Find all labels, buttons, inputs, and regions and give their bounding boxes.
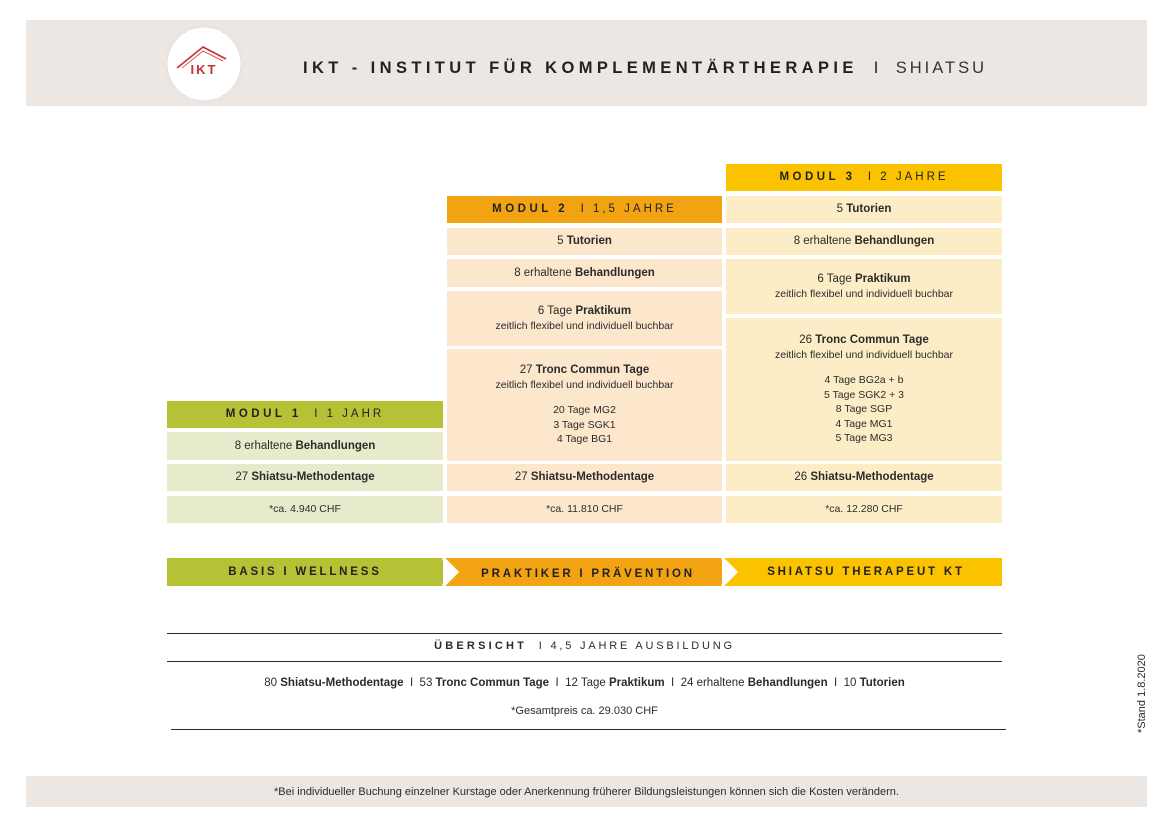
modul3-praktikum: 6 Tage Praktikum zeitlich flexibel und individuell buchbar	[726, 259, 1002, 314]
modul2-label: MODUL 2	[492, 203, 569, 216]
list-item: 3 Tage SGK1	[553, 418, 616, 431]
logo-text: IKT	[190, 62, 218, 77]
modul3-behandlungen: 8 erhaltene Behandlungen	[726, 228, 1002, 255]
overview-summary: 80 Shiatsu-Methodentage I 53 Tronc Commun Tage I 12 Tage Praktikum I 24 erhaltene Behandlungen I 10 Tutorien	[264, 677, 905, 689]
modul2-methodentage: 27 Shiatsu-Methodentage	[447, 464, 722, 491]
title-subtitle: SHIATSU	[895, 59, 988, 77]
level-praktiker: PRAKTIKER I PRÄVENTION	[481, 568, 695, 580]
modul3-tronc-commun: 26 Tronc Commun Tage zeitlich flexibel und individuell buchbar 4 Tage BG2a + b 5 Tage SGK2 + 3 8 Tage SGP 4 Tage MG1 5 Tage MG3	[726, 318, 1002, 461]
modul3-label: MODUL 3	[779, 171, 856, 184]
overview-item: 53 Tronc Commun Tage	[419, 677, 550, 689]
list-item: 4 Tage BG2a + b	[824, 374, 904, 387]
list-item: 8 Tage SGP	[835, 403, 893, 416]
title-separator: I	[873, 59, 883, 77]
modul1-price: *ca. 4.940 CHF	[167, 496, 443, 523]
modul2-header	[447, 196, 722, 223]
list-item: 4 Tage MG1	[835, 417, 893, 430]
modul3-tutorien: 5 Tutorien	[726, 196, 1002, 223]
modul2-behandlungen: 8 erhaltene Behandlungen	[447, 259, 722, 287]
logo-roof-icon	[166, 26, 242, 102]
level-basis: BASIS I WELLNESS	[228, 566, 382, 578]
list-item: 5 Tage SGK2 + 3	[823, 388, 905, 401]
modul3-methodentage: 26 Shiatsu-Methodentage	[726, 464, 1002, 491]
footer-note: *Bei individueller Buchung einzelner Kurstage oder Anerkennung früherer Bildungsleistungen können sich die Kosten verändern.	[26, 776, 1147, 807]
modul3-duration: I 2 JAHRE	[867, 171, 949, 184]
overview-item: 12 Tage Praktikum	[565, 677, 665, 689]
modul1-behandlungen: 8 erhaltene Behandlungen	[167, 432, 443, 460]
modul2-duration: I 1,5 JAHRE	[580, 203, 677, 216]
modul1-header	[167, 401, 443, 428]
overview-item: 10 Tutorien	[843, 677, 905, 689]
overview-total-price: *Gesamtpreis ca. 29.030 CHF	[511, 705, 658, 717]
ikt-logo	[166, 26, 242, 102]
page-title	[303, 59, 987, 78]
overview-item: 24 erhaltene Behandlungen	[680, 677, 828, 689]
overview-rule-mid	[167, 661, 1002, 662]
list-item: 20 Tage MG2	[553, 404, 616, 417]
modul3-price: *ca. 12.280 CHF	[726, 496, 1002, 523]
overview-item: 80 Shiatsu-Methodentage	[264, 677, 404, 689]
modul3-header	[726, 164, 1002, 191]
stand-date: *Stand 1.8.2020	[1136, 654, 1148, 733]
level-therapeut: SHIATSU THERAPEUT KT	[767, 566, 965, 578]
title-main: IKT - INSTITUT FÜR KOMPLEMENTÄRTHERAPIE	[303, 59, 858, 77]
modul1-methodentage: 27 Shiatsu-Methodentage	[167, 464, 443, 491]
modul1-duration: I 1 JAHR	[314, 408, 385, 421]
modul2-tutorien: 5 Tutorien	[447, 228, 722, 255]
list-item: 4 Tage BG1	[556, 433, 613, 446]
overview-rule-top	[167, 633, 1002, 634]
overview-heading: ÜBERSICHT I 4,5 JAHRE AUSBILDUNG	[434, 640, 735, 652]
modul2-praktikum: 6 Tage Praktikum zeitlich flexibel und individuell buchbar	[447, 291, 722, 346]
list-item: 5 Tage MG3	[835, 432, 893, 445]
modul2-tronc-commun: 27 Tronc Commun Tage zeitlich flexibel und individuell buchbar 20 Tage MG2 3 Tage SGK1 4 Tage BG1	[447, 349, 722, 461]
modul2-price: *ca. 11.810 CHF	[447, 496, 722, 523]
modul1-label: MODUL 1	[225, 408, 302, 421]
overview-rule-bottom	[171, 729, 1006, 730]
